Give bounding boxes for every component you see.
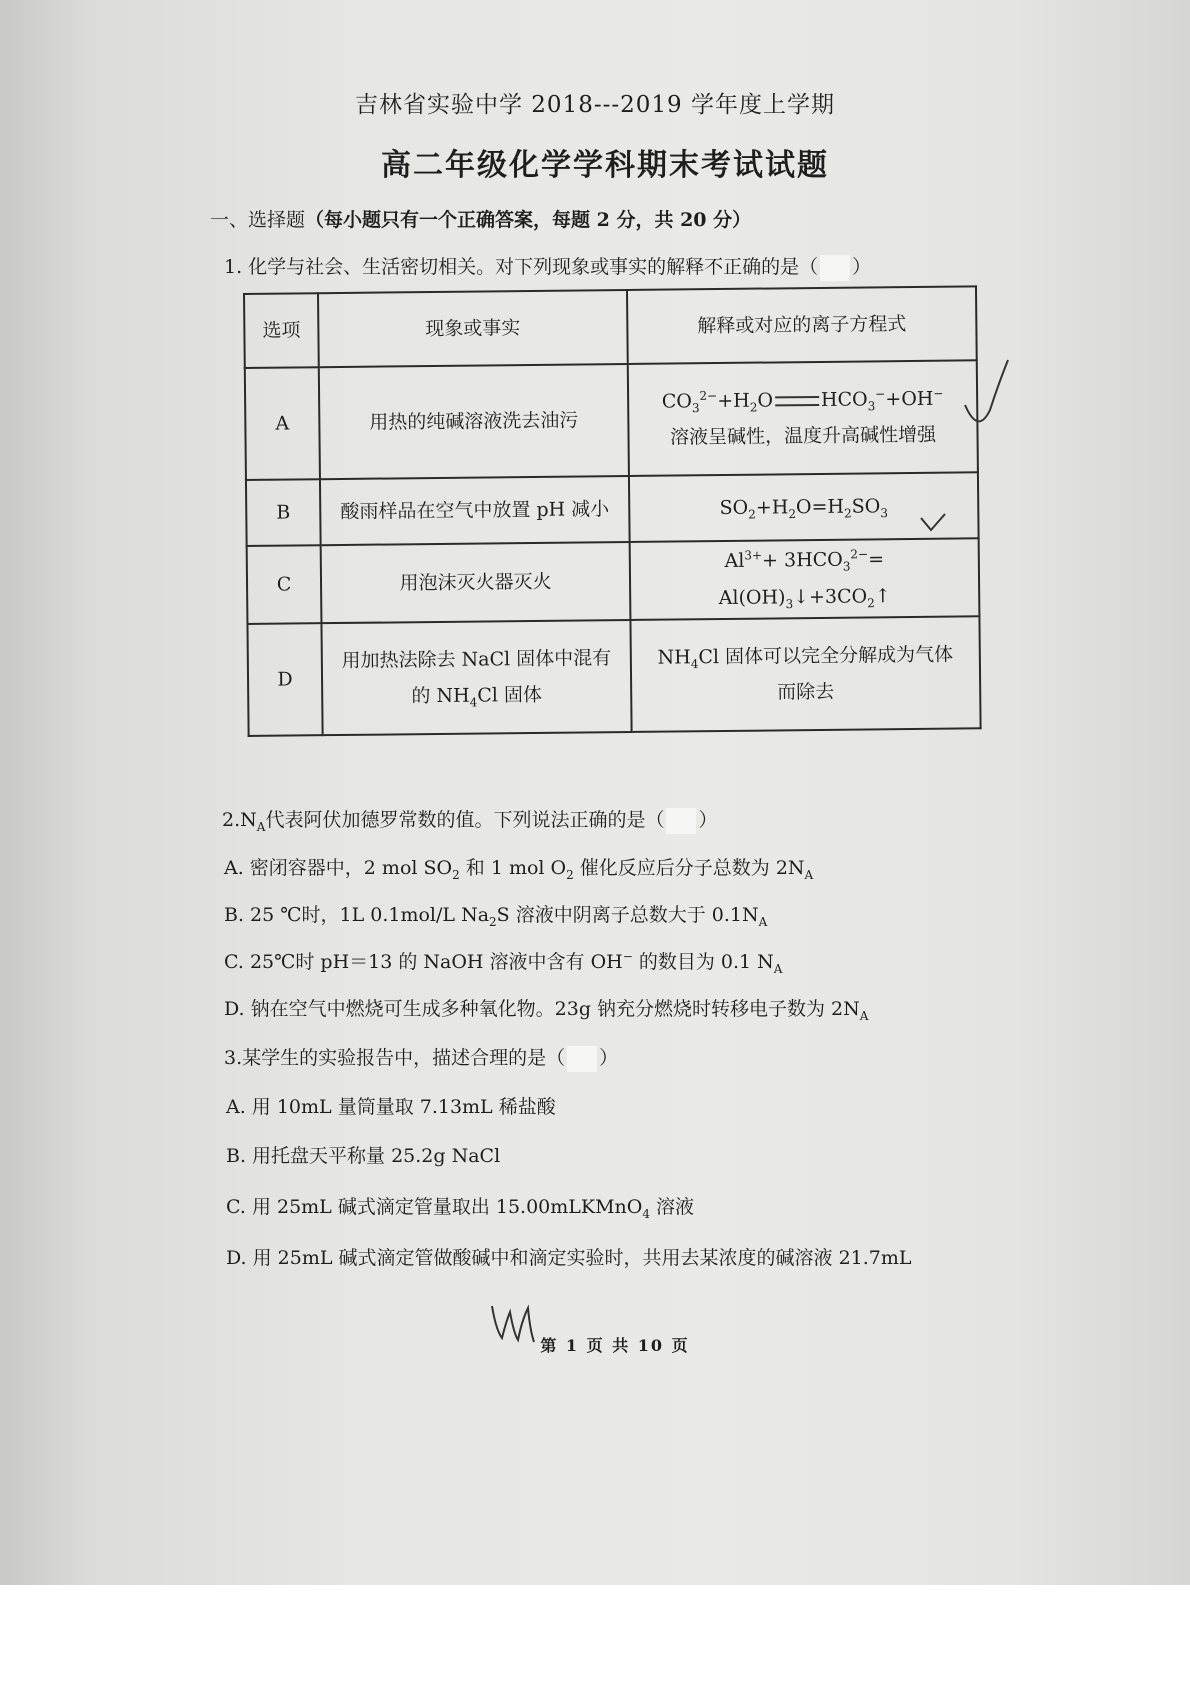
explanation-text: 溶液呈碱性，温度升高碱性增强 — [669, 424, 937, 449]
fact-line: 用加热法除去 NaCl 固体中混有 — [341, 646, 612, 672]
explanation-cell — [630, 616, 980, 732]
explanation-cell: $Al^{3+}+ 3HCO_3^{2-}=$ $Al(OH)_3↓+3CO_2↑$ — [630, 538, 980, 620]
page-footer: 第 1 页 共 10 页 — [540, 1336, 690, 1355]
explanation-cell: $SO_2+H_2O=H_2SO_3$ — [629, 472, 979, 542]
q1-table — [243, 285, 982, 737]
header-cell: 选项 — [244, 293, 319, 368]
fact-cell — [321, 620, 631, 735]
header-cell: 现象或事实 — [318, 290, 628, 367]
fact-cell: 酸雨样品在空气中放置 pH 减小 — [320, 476, 630, 545]
q2-option-c: C. 25℃时 pH＝13 的 NaOH 溶液中含有 OH− 的数目为 0.1 $N_A$ — [224, 949, 783, 976]
option-cell: B — [246, 479, 321, 546]
q2-option-d: D. 钠在空气中燃烧可生成多种氧化物。23g 钠充分燃烧时转移电子数为 $2N_A$ — [224, 998, 869, 1023]
answer-blank — [666, 808, 696, 834]
table-row — [245, 360, 978, 480]
table-row — [247, 616, 980, 736]
option-cell: A — [245, 367, 320, 480]
q2-stem: $2.N_A$代表阿伏加德罗常数的值。下列说法正确的是（ ） — [222, 809, 718, 834]
q1-stem — [224, 252, 871, 281]
exam-title: 高二年级化学学科期末考试试题 — [381, 148, 829, 183]
explanation-line: $NH_4Cl$ 固体可以完全分解成为气体 — [657, 643, 954, 671]
option-cell: C — [247, 545, 322, 624]
q1-stem-close: ） — [852, 256, 872, 278]
explanation-cell — [628, 360, 978, 476]
section-label: 一、选择题 — [210, 209, 306, 231]
checkmark-icon — [918, 512, 948, 536]
q3-option-a: A. 用 10mL 量筒量取 7.13mL 稀盐酸 — [226, 1096, 556, 1118]
explanation-line: 而除去 — [777, 681, 835, 704]
q3-stem: 3.某学生的实验报告中，描述合理的是（ ） — [224, 1043, 618, 1072]
q3-option-b: B. 用托盘天平称量 25.2g NaCl — [226, 1145, 501, 1167]
fact-line: 的 $NH_4Cl$ 固体 — [411, 683, 543, 710]
answer-blank — [567, 1046, 597, 1072]
handwritten-initials-icon — [488, 1300, 540, 1346]
fact-cell: 用泡沫灭火器灭火 — [321, 542, 631, 623]
q1-stem-text: 1. 化学与社会、生活密切相关。对下列现象或事实的解释不正确的是（ — [224, 256, 819, 278]
q2-option-b: B. 25 ℃时，1L 0.1mol/L $Na_2S$ 溶液中阴离子总数大于 $0.1N_A$ — [224, 904, 768, 929]
answer-blank — [820, 255, 850, 281]
equilibrium-arrow-icon — [775, 396, 819, 406]
equation-a: $CO_3^{2-}+H_2O$ $HCO_3^-+OH^-$ — [661, 385, 944, 415]
q3-option-d: D. 用 25mL 碱式滴定管做酸碱中和滴定实验时，共用去某浓度的碱溶液 21.7mL — [226, 1247, 912, 1269]
q3-option-c: C. 用 25mL 碱式滴定管量取出 15.00mLKMnO$_4$ 溶液 — [226, 1196, 695, 1221]
table-row — [246, 472, 979, 546]
option-cell: D — [247, 623, 322, 736]
section-note: （每小题只有一个正确答案，每题 2 分，共 20 分） — [305, 209, 752, 231]
table-row — [244, 286, 977, 368]
table-row — [247, 538, 980, 624]
q2-option-a: A. 密闭容器中，2 mol $SO_2$ 和 1 mol $O_2$ 催化反应后分子总数为 $2N_A$ — [224, 857, 814, 882]
fact-cell: 用热的纯碱溶液洗去油污 — [319, 364, 629, 479]
header-cell: 解释或对应的离子方程式 — [627, 286, 977, 364]
section-heading — [210, 205, 751, 232]
checkmark-icon — [960, 355, 1020, 435]
school-line: 吉林省实验中学 2018---2019 学年度上学期 — [354, 92, 835, 118]
